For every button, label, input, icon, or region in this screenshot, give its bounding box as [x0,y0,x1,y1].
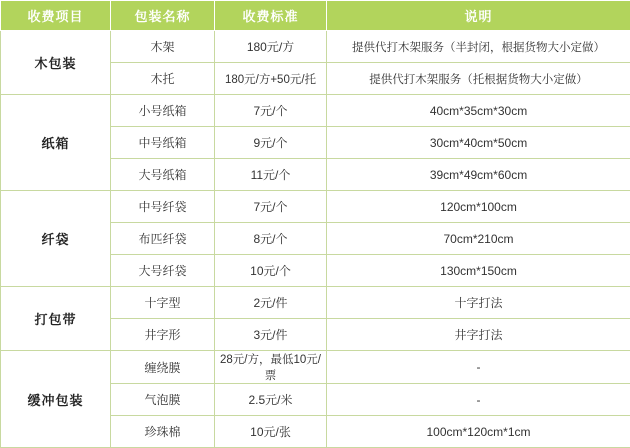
table-row [1,351,630,384]
package-name-cell: 中号纤袋 [111,191,215,223]
description-cell: 70cm*210cm [327,223,630,255]
package-name-cell: 小号纸箱 [111,95,215,127]
category-cell: 缓冲包装 [1,351,111,448]
description-cell: - [327,351,630,384]
package-name-cell: 缠绕膜 [111,351,215,384]
table-row [1,287,630,319]
package-name-cell: 中号纸箱 [111,127,215,159]
package-name-cell: 大号纸箱 [111,159,215,191]
table-row [1,31,630,63]
description-cell: 十字打法 [327,287,630,319]
category-cell: 木包装 [1,31,111,95]
description-cell: 提供代打木架服务（托根据货物大小定做） [327,63,630,95]
price-cell: 9元/个 [215,127,327,159]
description-cell: - [327,384,630,416]
package-name-cell: 布匹纤袋 [111,223,215,255]
package-name-cell: 木托 [111,63,215,95]
table-row [1,95,630,127]
description-cell: 120cm*100cm [327,191,630,223]
column-header-package-name: 包装名称 [111,1,215,31]
package-name-cell: 井字形 [111,319,215,351]
category-cell: 纸箱 [1,95,111,191]
description-cell: 39cm*49cm*60cm [327,159,630,191]
description-cell: 40cm*35cm*30cm [327,95,630,127]
price-cell: 180元/方 [215,31,327,63]
description-cell: 提供代打木架服务（半封闭，根据货物大小定做） [327,31,630,63]
table-row [1,191,630,223]
description-cell: 100cm*120cm*1cm [327,416,630,448]
category-cell: 纤袋 [1,191,111,287]
package-name-cell: 珍珠棉 [111,416,215,448]
category-cell: 打包带 [1,287,111,351]
price-cell: 28元/方，最低10元/票 [215,351,327,384]
column-header-description: 说明 [327,1,630,31]
description-cell: 30cm*40cm*50cm [327,127,630,159]
price-cell: 10元/个 [215,255,327,287]
price-cell: 2元/件 [215,287,327,319]
package-name-cell: 气泡膜 [111,384,215,416]
price-cell: 3元/件 [215,319,327,351]
price-cell: 10元/张 [215,416,327,448]
price-cell: 11元/个 [215,159,327,191]
price-cell: 7元/个 [215,95,327,127]
package-name-cell: 十字型 [111,287,215,319]
package-name-cell: 大号纤袋 [111,255,215,287]
table-header-row [1,1,630,31]
description-cell: 井字打法 [327,319,630,351]
price-cell: 2.5元/米 [215,384,327,416]
package-name-cell: 木架 [111,31,215,63]
description-cell: 130cm*150cm [327,255,630,287]
price-cell: 7元/个 [215,191,327,223]
column-header-price: 收费标准 [215,1,327,31]
price-cell: 8元/个 [215,223,327,255]
column-header-item: 收费项目 [1,1,111,31]
price-cell: 180元/方+50元/托 [215,63,327,95]
